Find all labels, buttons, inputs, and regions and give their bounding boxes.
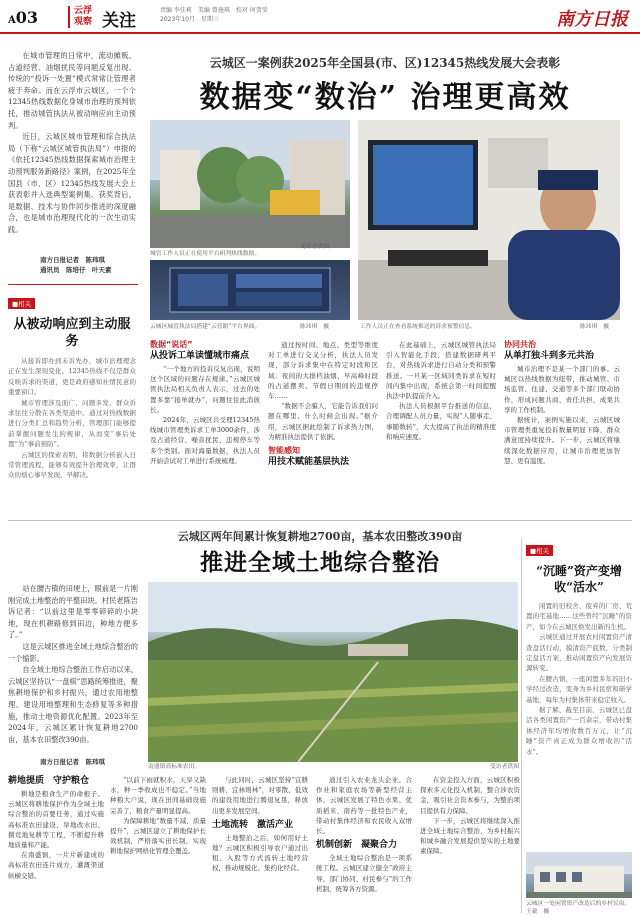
- subtitle: 机制创新 凝聚合力: [316, 840, 398, 851]
- photo-credit: 受访者供图: [490, 764, 519, 770]
- story-1-column: [504, 340, 620, 466]
- photo-caption: 南盛镇高标准农田。: [148, 764, 201, 770]
- lead-paragraph: 自全域土地综合整治工作启动以来，云城区坚持以“一盘棋”思路统筹推进，聚焦耕地保护和乡村振兴，通过农用地整理、建设用地整理和生态修复等多种措施，推动土地资源优化配置。2023年至2024年，云城区累计恢复耕地2700亩，基本农田整改390亩。: [8, 665, 138, 744]
- story-2-headline: 推进全域土地综合整治: [200, 549, 440, 576]
- related-paragraph: 云城区通过开展农村闲置资产清查盘活行动，摸清资产底数，分类制定盘活方案，推动闲置资产向发展资源转变。: [526, 633, 632, 673]
- body-paragraph: “一个地方的投诉反复出现，说明这个区域的问题存在规律。”云城区城管执法局相关负责人表示，过去的处置多靠“接单就办”，问题往往此消彼长。: [150, 365, 260, 414]
- related-tag: ■相关: [526, 545, 553, 556]
- lead-paragraph: 这是云城区推进全域土地综合整治的一个缩影。: [8, 641, 138, 663]
- body-paragraph: 为保障耕地“数量不减、质量提升”，云城区建立了耕地保护长效机制，严格落实田长制，实现耕地保护网格化管理全覆盖。: [110, 816, 206, 856]
- photo-officer-computer: [358, 120, 620, 320]
- newspaper-logo: 南方日报: [556, 9, 628, 30]
- photo-farmland: [148, 582, 518, 762]
- story-2-column: [316, 775, 412, 894]
- story-2-column: [110, 775, 206, 857]
- lead-paragraph: 站在腰古镇的田埂上，眼前是一片刚刚完成土地整治的平整田块。村民老陈告诉记者：“以前这里是零零碎碎的小块地，现在机耕路修到田边，种地方便多了。”: [8, 584, 138, 640]
- story-2-kicker: 云城区两年间累计恢复耕地2700亩，基本农田整改390亩: [177, 530, 463, 543]
- divider: [8, 284, 138, 285]
- related-paragraph: 从接诉即办到未诉先办，城市治理理念正在发生深刻变化。12345热线不仅是群众反映诉求的渠道，更是政府感知社情民意的重要窗口。: [8, 357, 136, 397]
- subtitle: 耕地提质 守护粮仓: [8, 776, 90, 786]
- subtitle: 土地流转 激活产业: [212, 819, 294, 830]
- story-2-column: [420, 775, 520, 857]
- body-paragraph: “以前下雨就积水，天旱又缺水，种一季收成也不稳定。”当地种粮大户说，现在田间基础设施完善了，粮食产量明显提高。: [110, 776, 206, 815]
- photo-caption: 云城区城管执法局搭建“云管眼”平台界面。: [150, 324, 261, 330]
- body-paragraph: 全域土地综合整治是一项系统工程。云城区建立健全“政府主导、部门协同、村民参与”的工作机制，统筹各方资源。: [316, 854, 412, 893]
- story-1-kicker: 云城区一案例获2025年全国县(市、区)12345热线发展大会表彰: [209, 56, 561, 70]
- story-1-column: [268, 340, 378, 470]
- related-box-1: [8, 291, 136, 481]
- page-meta: 责编 李佳莉 美编 曾施琪 校对 何贺莹 2023年10月 星期三: [160, 7, 268, 23]
- photo-credit: 陈玮琪 摄: [580, 324, 609, 330]
- body-paragraph: 通过按时间、地点、类型等维度对工单进行交叉分析，执法人员发现，部分诉求集中在特定时段和区域：夜间的大排档油烟、早高峰时段的占道摆卖、节假日期间的违规停车……: [268, 341, 378, 401]
- body-paragraph: 在此基础上，云城区城管执法局引入智能化手段，搭建数据研判平台，对热线诉求进行自动分类和预警推送。一旦某一区域同类诉求在短时间内集中出现，系统会第一时间提醒执法中队提前介入。: [386, 341, 496, 401]
- related-box-2: [526, 538, 632, 757]
- body-paragraph: 在南盛镇，一片片新建成的高标准农田连片成方，灌溉渠道纵横交错。: [8, 851, 104, 880]
- body-paragraph: 据统计，案例实施以来，云城区城市管理类重复投诉数量明显下降，群众满意度持续提升。下一步，云城区将继续深化数据应用，让城市治理更加智慧、更有温度。: [504, 416, 620, 465]
- subtitle: 从投诉工单读懂城市痛点: [150, 351, 250, 361]
- photo-credit: 陈玮琪 摄: [300, 324, 329, 330]
- page-number: A03: [8, 8, 39, 27]
- section-name: 关注: [102, 11, 136, 31]
- section-block: 云浮 观察: [68, 6, 92, 28]
- body-paragraph: 与此同时，云城区坚持“宜耕则耕、宜林则林”，对零散、低效的建设用地进行腾退复垦，释放出更多发展空间。: [212, 776, 308, 815]
- column-divider: [521, 538, 522, 913]
- lead-text: [8, 50, 136, 236]
- subhead: 智能感知: [268, 446, 300, 456]
- lead-credits: 南方日报记者 陈玮琪 通讯员 陈培仔 叶天素: [40, 256, 112, 274]
- story-1-headline: 数据变“数治” 治理更高效: [199, 80, 571, 115]
- photo-homestay: [526, 852, 632, 898]
- body-paragraph: 执法人员根据平台推送的信息，合理调配人员力量，实现“人随事走、事随数转”，大大提高了执法的精准度和响应速度。: [386, 402, 496, 441]
- subhead: 数据“说话”: [150, 340, 193, 349]
- story-2-column: [212, 775, 308, 874]
- photo-screen: [150, 260, 350, 320]
- story-1-column: [150, 340, 260, 466]
- related-paragraph: 闲置的旧校舍、废弃的厂房、荒置的宅基地……这些曾经“沉睡”的资产，如今在云城区焕发出新的生机。: [526, 602, 632, 631]
- related-paragraph: 据了解，截至目前，云城区已盘活各类闲置资产一百余宗，带动村集体经济年均增收数百万元，让“沉睡”资产真正成为群众增收的“活水”。: [526, 706, 632, 756]
- subhead: 协同共治: [504, 340, 536, 349]
- body-paragraph: 在资金投入方面，云城区积极探索多元化投入机制，整合涉农资金，吸引社会资本参与，为整治项目提供有力保障。: [420, 776, 520, 815]
- body-paragraph: 通过引入农业龙头企业、合作社和家庭农场等新型经营主体，云城区发展了特色水果、优质稻米、南药等一批特色产业，带动村集体经济和农民收入双增长。: [316, 776, 412, 836]
- lead-paragraph: 近日，云城区城市管理和综合执法局（下称“云城区城管执法局”）申报的《依托12345热线数据探索城市治理主动预判服务新路径》案例，在2025年全国县（市、区）12345热线发展大会上获表彰并入选典型案例集。获奖背后，是数据、技术与协作同步推进的深度融合，也是城市治理现代化的一次生动实践。: [8, 132, 136, 234]
- related-paragraph: 在腰古镇，一座闲置多年的旧小学经过改造，变身为乡村民宿和研学基地，每年为村集体带来稳定收入。: [526, 674, 632, 704]
- body-paragraph: 下一步，云城区将继续深入推进全域土地综合整治，为乡村振兴和城乡融合发展提供坚实的土地要素保障。: [420, 816, 520, 856]
- photo-caption: 城管工作人员正在使用平台研判热线数据。: [150, 251, 261, 257]
- story-1-column: [386, 340, 496, 442]
- photo-caption: 云城区一处闲置资产改造后的乡村民宿。 王豪 摄: [526, 901, 634, 915]
- related-title: 从被动响应到主动服务: [13, 317, 131, 349]
- related-title: “沉睡”资产变增收“活水”: [536, 564, 622, 594]
- body-paragraph: 耕地是粮食生产的命根子。云城区将耕地保护作为全域土地综合整治的首要任务，通过实施高标准农田建设、旱地改水田、撂荒地复耕等工程，不断提升耕地质量和产能。: [8, 790, 104, 850]
- photo-caption: 工作人员正在查看系统推送的诉求预警信息。: [360, 324, 476, 330]
- lead-paragraph: 在城市管理的日常中，流动摊贩、占道经营、油烟扰民等问题反复出现。传统的“投诉一处置”模式常常让管理者疲于奔命。而在云浮市云城区，一个个12345热线数据化身城市治理的预判依托，推动城管执法从被动响应向主动预判。: [8, 51, 136, 130]
- photo-credit: 受访者供图: [300, 244, 329, 250]
- body-paragraph: 2024年，云城区共受理12345热线城市管理类诉求工单3000余件，涉及占道经营、噪音扰民、违规停车等多个类别。面对海量数据，执法人员开始尝试对工单进行系统梳理。: [150, 416, 260, 465]
- story-2-credits: 南方日报记者 陈玮琪: [40, 758, 105, 766]
- body-paragraph: 城市治理不是某一个部门的事。云城区以热线数据为纽带，推动城管、市场监管、住建、交通等多个部门联动协作，形成问题共商、责任共担、成果共享的工作机制。: [504, 365, 620, 414]
- subtitle: 从单打独斗到多元共治: [504, 351, 595, 361]
- body-paragraph: 土地整治之后，如何用好土地？云城区积极引导农户通过出租、入股等方式流转土地经营权，推动规模化、集约化经营。: [212, 833, 308, 873]
- story-2-lead: [8, 583, 138, 745]
- section-divider: [8, 520, 632, 521]
- story-2-column: [8, 775, 104, 881]
- related-paragraph: 城市管理涉及面广、问题多发，群众诉求往往分散在各类渠道中。通过对热线数据进行分类汇总和趋势分析，管理部门能够提前掌握问题发生的规律，从而变“事后处置”为“事前预防”。: [8, 398, 136, 449]
- body-paragraph: “数据不会骗人，它能告诉我们问题在哪里、什么时候会出现。”据介绍，云城区据此绘制了诉求热力图，为精准执法提供了依据。: [268, 402, 378, 441]
- related-paragraph: 云城区的探索表明，将数据分析嵌入日常管理流程，能够有效提升治理效率，让群众的烦心事早发现、早解决。: [8, 450, 136, 480]
- related-tag: ■相关: [8, 298, 35, 309]
- subtitle: 用技术赋能基层执法: [268, 457, 350, 468]
- photo-street-work: [150, 120, 350, 248]
- page-header: [0, 0, 640, 34]
